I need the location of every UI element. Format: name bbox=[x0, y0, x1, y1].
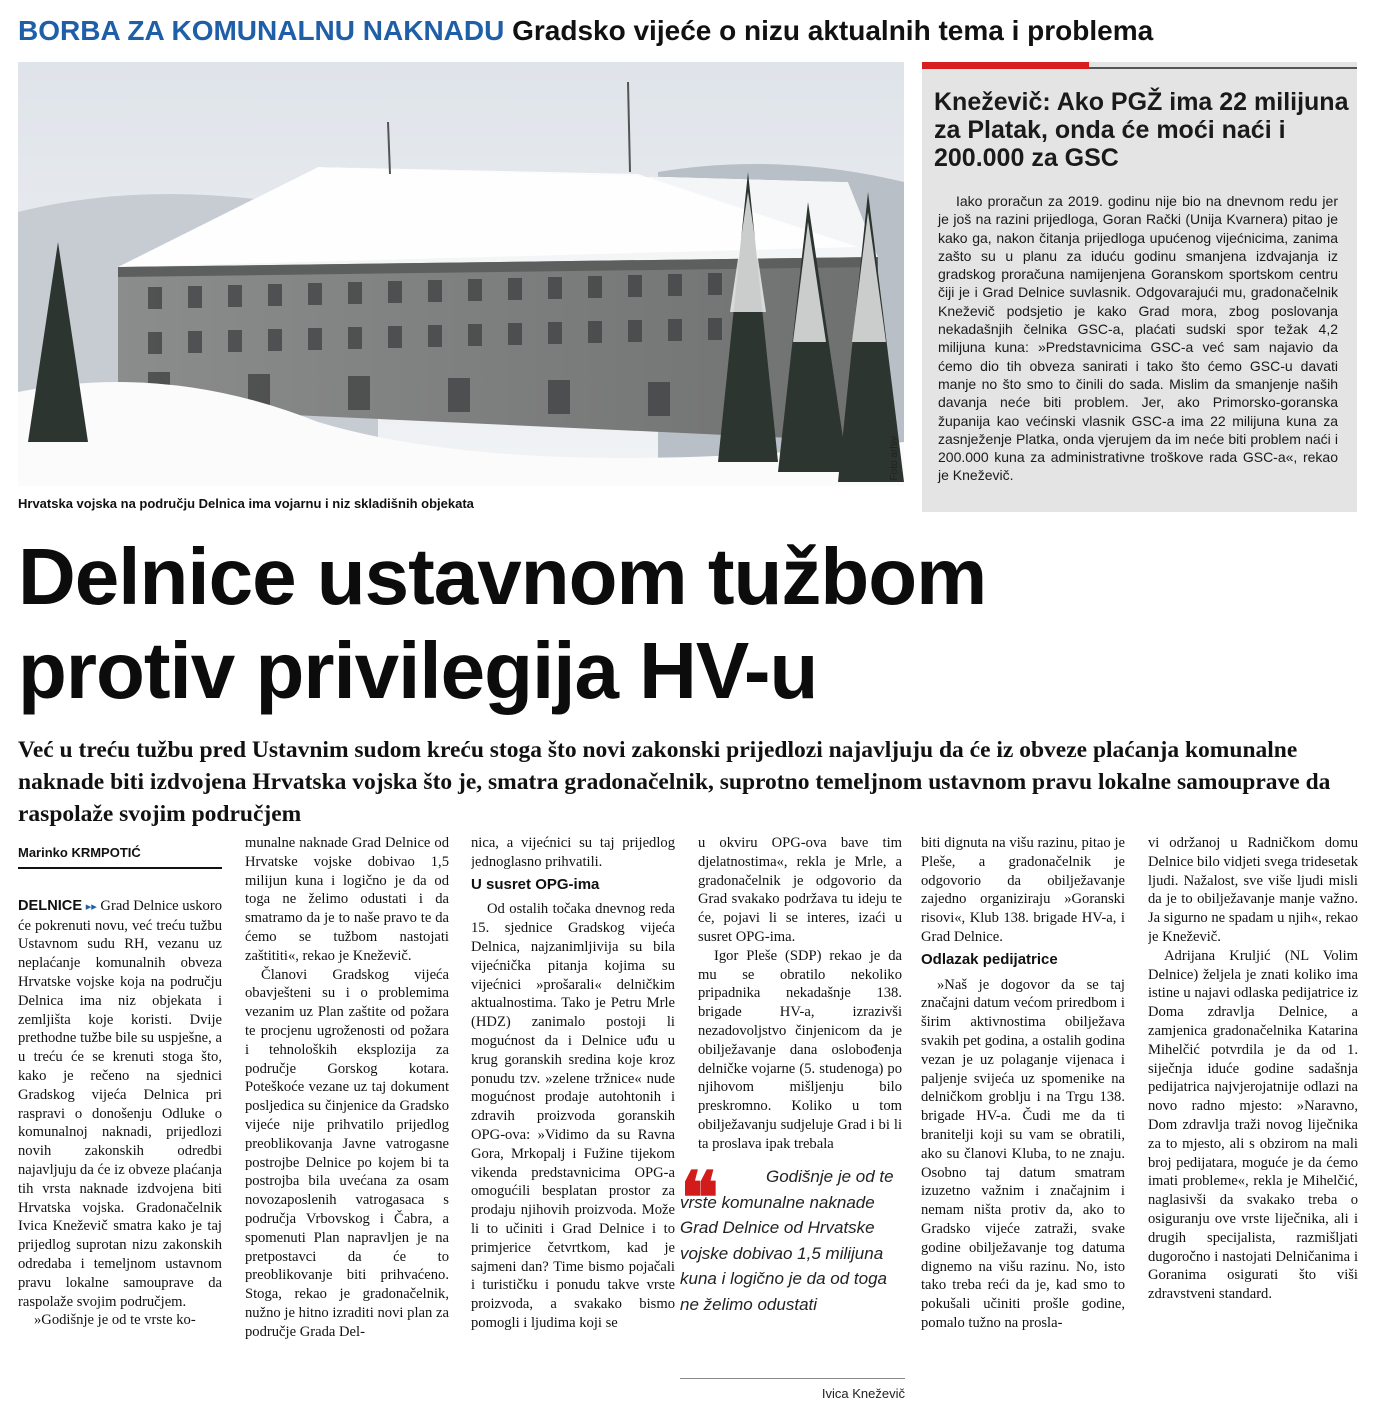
pull-quote bbox=[680, 1155, 905, 1401]
paragraph: u okviru OPG-ova bave tim djelatnostima«, rekla je Mrle, a gradonačelnik je odgovorio da Grad svakako podržava tu ideju te će, pojavi li se interes, izaći u susret OPG-ima. bbox=[698, 835, 902, 945]
paragraph: nica, a vijećnici su taj prijedlog jednoglasno prihvatili. bbox=[471, 835, 675, 870]
subhead-opg: U susret OPG-ima bbox=[471, 875, 600, 893]
sidebar-body: Iako proračun za 2019. godinu nije bio na dnevnom redu jer je još na razini prijedloga, Goran Rački (Unija Kvarnera) pitao je kako ga, nakon čitanja prijedloga upućenog vijećnicima, zanima zašto su u planu za iduću godinu smanjena izdvajanja iz gradskog proračuna namijenjena Goranskom sportskom centru čiji je i Grad Delnice suvlasnik. Odgovarajući mu, gradonačelnik Kneževič podsjetio je kako Grad mora, zbog poslovanja nekadašnjih čelnika GSC-a, plaćati sudski spor težak 4,2 milijuna kuna: »Predstavnicima GSC-a već sam najavio da ćemo dio tih obveza sanirati i tako što ćemo GSC-u davati manje no što smo to činili do sada. Mislim da smanjenje naših davanja neće biti problem. Jer, ako Primorsko-goranska županija kao većinski vlasnik GSC-a ima 22 milijuna kuna za zasnježenje Platka, onda vjerujem da im neće biti problem naći i 200.000 kuna za administrativne troškove rada GSC-a«, rekao je Kneževič. bbox=[938, 193, 1338, 484]
paragraph: Adrijana Kruljić (NL Volim Delnice) željela je znati koliko ima istine u najavi odlaska pedijatrice iz Doma zdravlja Delnice, a zamjenica gradonačelnika Katarina Mihelčić potvrdila je da od 1. siječnja iduće godine sadašnja pedijatrica najvjerojatnije odlazi na novo radno mjesto: »Naravno, Dom zdravlja traži novog liječnika za to mjesto, ali s obzirom na mali broj pedijatara, moguće je da ćemo imati probleme«, rekla je Mihelčić, naglasivši da svakako treba o osiguranju ove vrste liječnika, ali i drugih specijalista, razmišljati dugoročno i nastojati Delničanima i Goranima osigurati što viši zdravstveni standard. bbox=[1148, 947, 1358, 1303]
paragraph: munalne naknade Grad Delnice od Hrvatske vojske dobivao 1,5 milijun kuna i logično je da od toga ne želimo odustati i da smatramo da je to naše pravo te da ćemo se tužbom nastojati zaštititi«, rekao je Kneževič. bbox=[245, 835, 449, 964]
photo-credit: Foto arhiv bbox=[889, 435, 900, 480]
byline: Marinko KRMPOTIĆ bbox=[18, 844, 222, 869]
headline bbox=[18, 530, 1358, 718]
paragraph: Članovi Gradskog vijeća obavješteni su i o problemima vezanim uz Plan zaštite od požara te procjenu ugroženosti od požara i tehnoloških eksplozija za područje Gorskog kotara. Poteškoće vezane uz taj dokument posljedica su činjenice da Gradsko vijeće nije prihvatilo prijedlog preoblikovanja Javne vatrogasne postrojbe Delnice po kojem bi ta postrojba bila uvećana za osam novozaposlenih vatrogasaca s područja Vrbovskog i Čabra, a spomenuti Plan napravljen je na pretpostavci da će to preoblikovanje biti prihvaćeno. Stoga, rekao je gradonačelnik, nužno je hitno izraditi novi plan za područje Grada Del- bbox=[245, 966, 449, 1340]
photo-caption: Hrvatska vojska na području Delnica ima vojarnu i niz skladišnih objekata bbox=[18, 496, 474, 511]
sidebar-box bbox=[922, 62, 1357, 512]
subhead-pediatrician: Odlazak pedijatrice bbox=[921, 950, 1058, 968]
column-5 bbox=[921, 834, 1125, 1394]
section-kicker bbox=[18, 14, 1358, 48]
headline-line-1: Delnice ustavnom tužbom bbox=[18, 532, 987, 621]
paragraph: vi održanoj u Radničkom domu Delnice bilo vidjeti svega tridesetak ljudi. Nažalost, sve više ljudi misli da je to obilježavanje manje važno. Ja sigurno ne spadam u njih«, rekao je Kneževič. bbox=[1148, 835, 1358, 945]
headline-line-2: protiv privilegija HV-u bbox=[18, 626, 818, 715]
paragraph: biti dignuta na višu razinu, pitao je Pleše, a gradonačelnik je odgovorio da obilježavanje zajedno organiziraju »Goranski risovi«, Klub 138. brigade HV-a, i Grad Delnice. bbox=[921, 835, 1125, 945]
kicker-section: BORBA ZA KOMUNALNU NAKNADU bbox=[18, 15, 505, 46]
paragraph: Od ostalih točaka dnevnog reda 15. sjednice Gradskog vijeća Delnica, najzanimljivija su bila vijećnička pitanja kojima su vijećnici »prošarali« delničkim aktualnostima. Tako je Petru Mrle (HDZ) zanimalo postoji li mogućnost da i Delnice uđu u krug goranskih sredina koje kroz ponudu tzv. »zelene tržnice« nude mogućnost prodaje autohtonih i zdravih proizvoda goranskih OPG-ova: »Vidimo da su Ravna Gora, Mrkopalj i Fužine tijekom vikenda predstavnicima OPG-a omogućili besplatan prostor za prodaju njihovih proizvoda. Može li to učiniti i Grad Delnice i to primjerice četvrtkom, kad je sajmeni dan? Time bismo pojačali i turističku i ponudu takve vrste proizvoda, a svakako bismo pomogli i ljudima koji se bbox=[471, 901, 675, 1331]
quote-mark-icon: ❝ bbox=[680, 1155, 719, 1240]
kicker-topic: Gradsko vijeće o nizu aktualnih tema i problema bbox=[512, 15, 1154, 46]
paragraph: Igor Pleše (SDP) rekao je da mu se obratilo nekoliko pripadnika nekadašnje 138. brigade HV-a, izrazivši nezadovoljstvo činjenicom da je obilježavanje dana oslobođenja delničke vojarne (5. studenoga) po njihovom mišljenju bilo preskromno. Koliko u tom obilježavanju sudjeluje Grad i bi li ta proslava ipak trebala bbox=[698, 947, 902, 1152]
column-2 bbox=[245, 834, 449, 1394]
sidebar-rule bbox=[1089, 67, 1357, 69]
sidebar-accent-bar bbox=[922, 62, 1089, 69]
dateline-arrows-icon: ▸▸ bbox=[85, 899, 97, 913]
barracks-illustration bbox=[18, 62, 904, 486]
column-1 bbox=[18, 834, 222, 1394]
lead-paragraph bbox=[18, 897, 222, 1312]
deck-subtitle: Već u treću tužbu pred Ustavnim sudom kreću stoga što novi zakonski prijedlozi najavljuju da će iz obveze plaćanja komunalne naknade biti izdvojena Hrvatska vojska što je, smatra gradonačelnik, suprotno temeljnom ustavnom pravu lokalne samouprave da raspolaže svojim područjem bbox=[18, 737, 1331, 827]
pull-quote-author: Ivica Kneževič bbox=[821, 1386, 905, 1401]
column-6 bbox=[1148, 834, 1358, 1394]
pull-quote-rule bbox=[680, 1378, 905, 1379]
sidebar-title: Kneževič: Ako PGŽ ima 22 milijuna za Platak, onda će moći naći i 200.000 za GSC bbox=[934, 88, 1349, 172]
lead-text: Grad Delnice uskoro će pokrenuti novu, već treću tužbu Ustavnom sudu RH, vezanu uz neplaćanje komunalnih obveza Hrvatske vojske koja na području Delnica ima niz objekata i zemljišta koje koristi. Dvije prethodne tužbe bile su uspješne, a u treću će se krenuti stoga što, kako je rečeno na sjednici Gradskog vijeća Delnica pri raspravi o donošenju Odluke o komunalnoj naknadi, prijedlozi novih zakonskih odredbi najavljuju da će iz obveze plaćanja tih vrsta naknade izdvojena biti Hrvatska vojska. Gradonačelnik Ivica Kneževič smatra kako je taj prijedlog suprotan nizu zakonskih odredaba i temeljnom ustavnom pravu lokalne samouprave da raspolaže svojim područjem. bbox=[18, 897, 222, 1310]
paragraph: »Godišnje je od te vrste ko- bbox=[34, 1312, 196, 1329]
column-4 bbox=[698, 834, 902, 1164]
column-3 bbox=[471, 834, 675, 1394]
article-photo bbox=[18, 62, 904, 486]
paragraph: »Naš je dogovor da se taj značajni datum većom priredbom i širim aktivnostima obilježava svakih pet godina, a ostalih godina vezan je uz polaganje vijenaca i paljenje svijeća uz spomenike na delničkom groblju i na Trgu 138. brigade HV-a. Čudi me da ti branitelji koji su vam se obratili, ako su članovi Kluba, to ne znaju. Osobno taj datum smatram izuzetno važnim i značajnim i nemam ništa protiv da, ako to Gradsko vijeće zatraži, svake godine obilježavanje tog datuma dignemo na višu razinu. No, isto tako treba reći da je, kad smo to pokušali učiniti prošle godine, pomalo tužno na prosla- bbox=[921, 976, 1125, 1331]
dateline: DELNICE bbox=[18, 897, 83, 914]
pull-quote-text: Godišnje je od te vrste komunalne naknade Grad Delnice od Hrvatske vojske dobivao 1,5 milijuna kuna i logično je da od toga ne želimo odustati bbox=[680, 1167, 894, 1314]
